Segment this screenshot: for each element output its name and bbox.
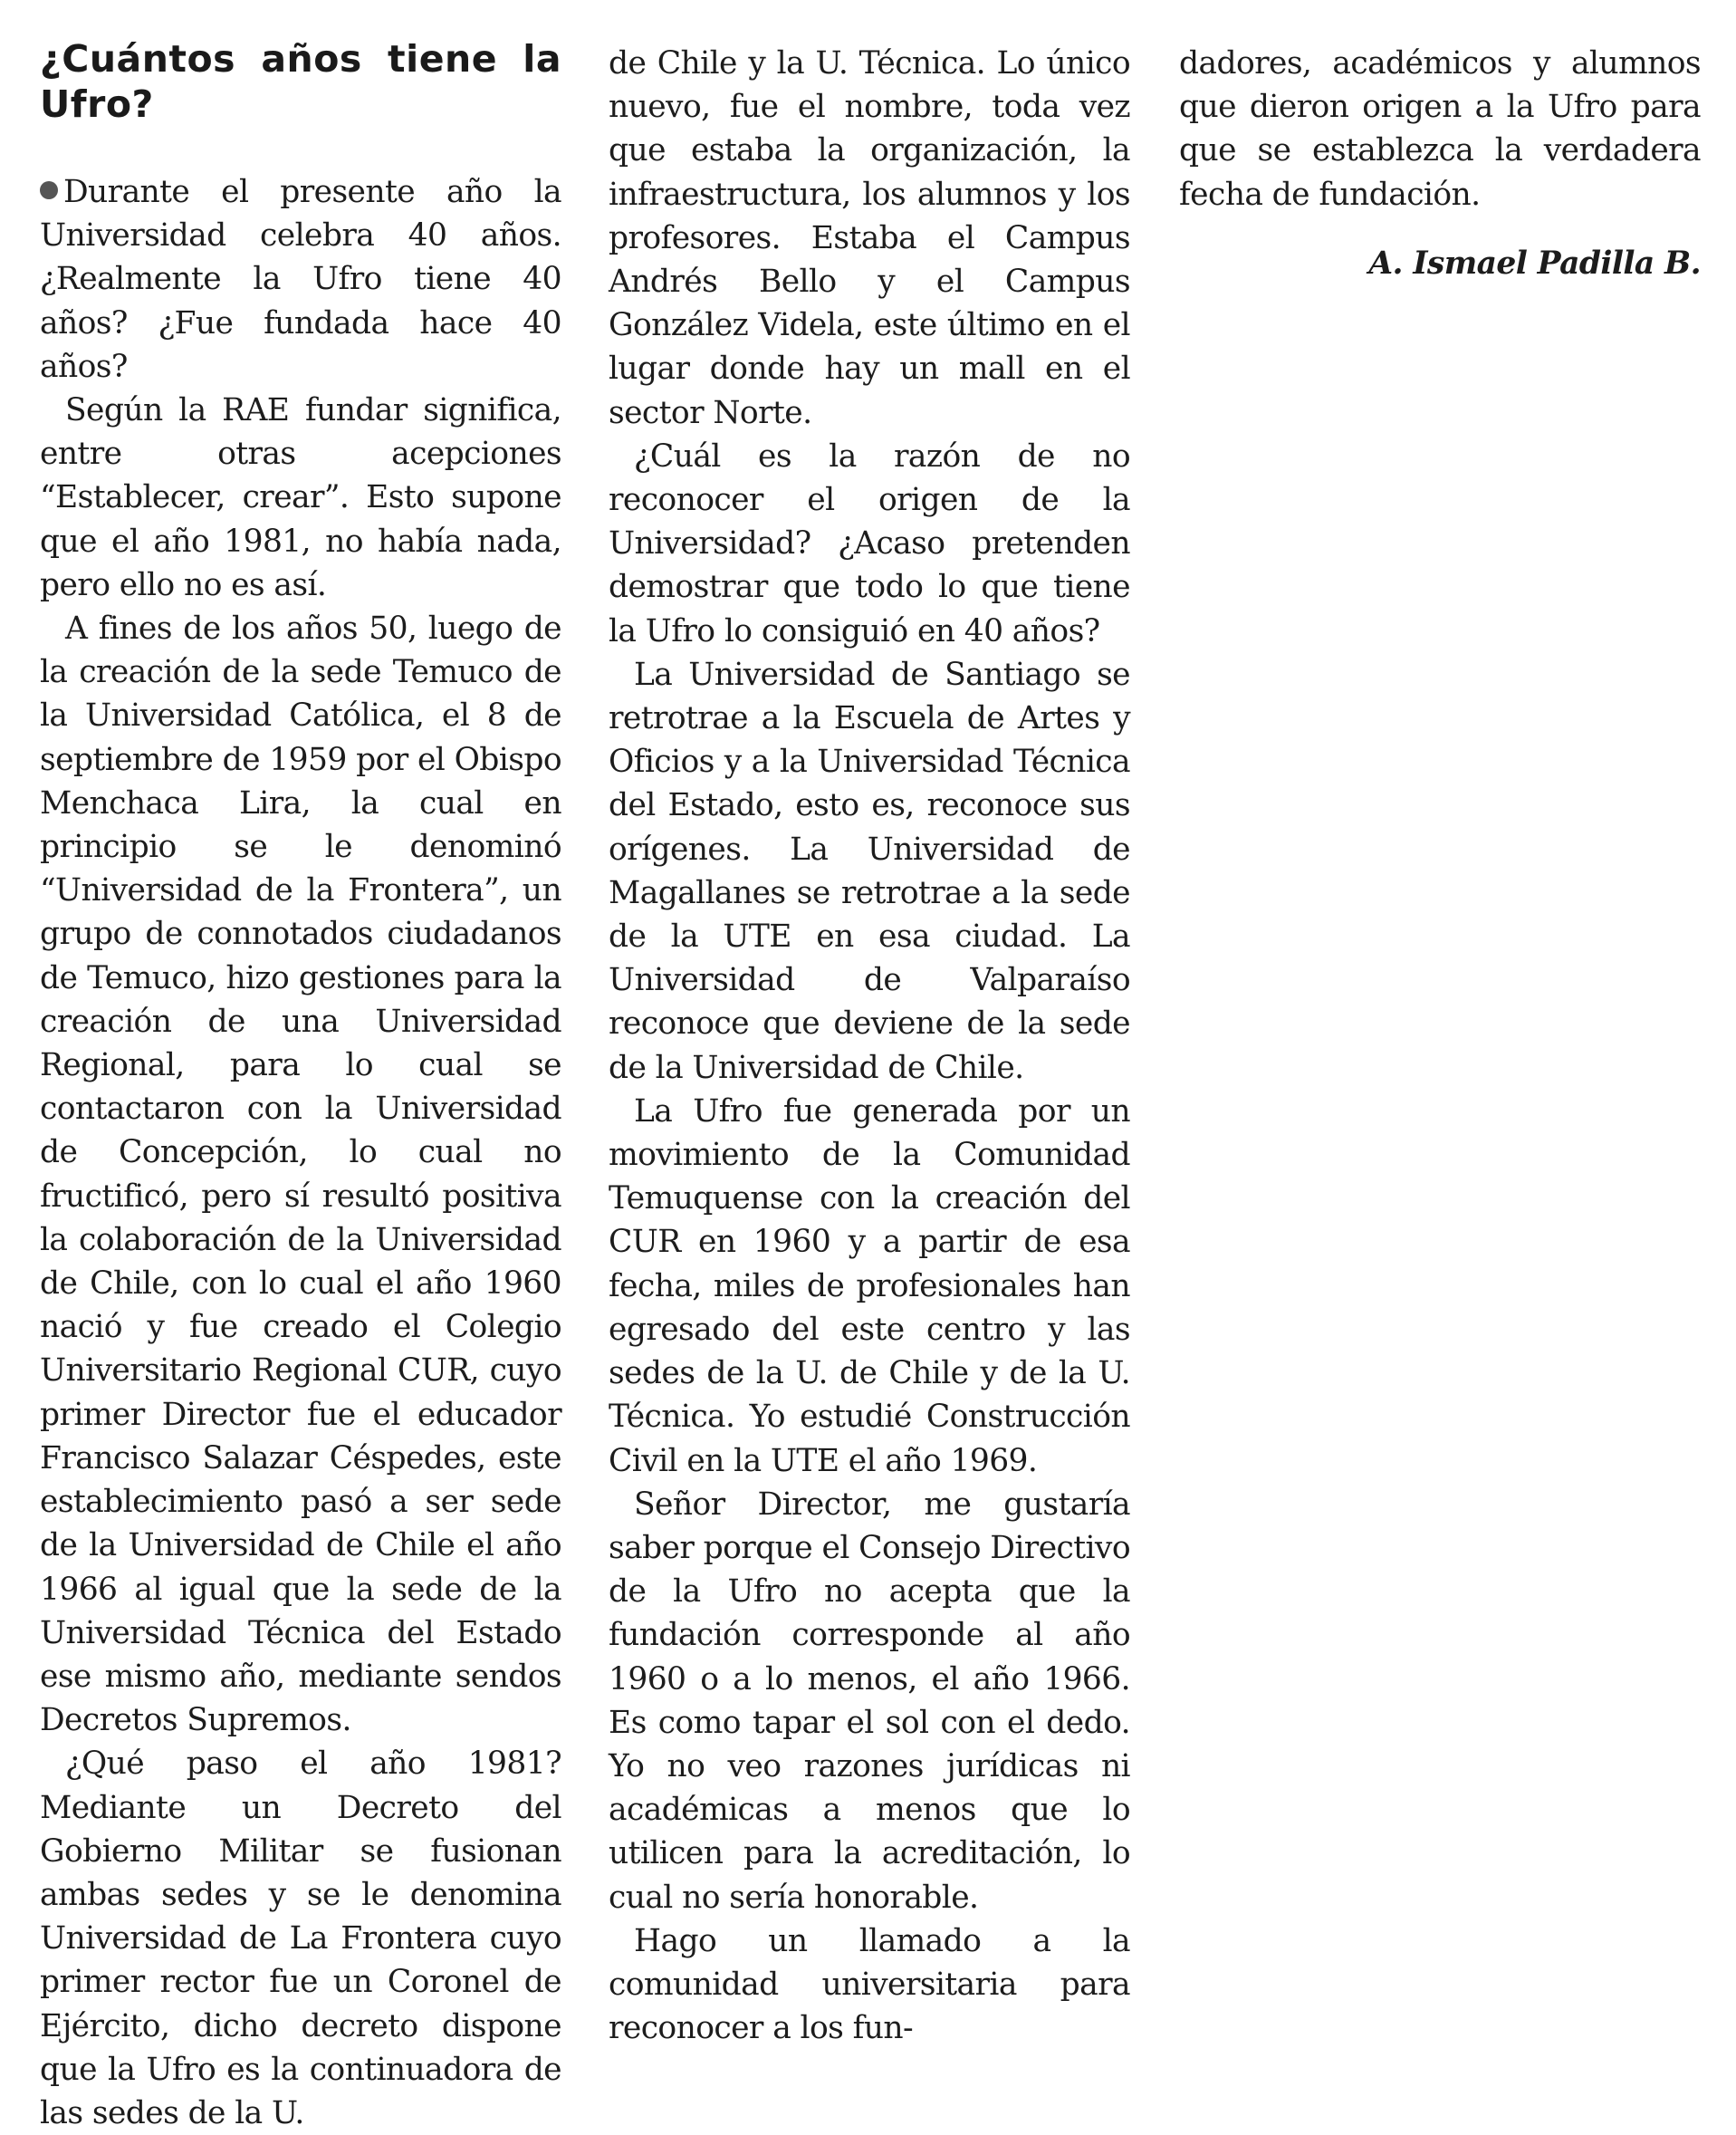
column-2 — [609, 42, 1130, 2050]
paragraph-3: A fines de los años 50, luego de la creación de la sede Temuco de la Universidad Católica, el 8 de septiembre de 1959 por el Obispo Menchaca Lira, la cual en principio se le denominó “Universidad de la Frontera”, un grupo de connotados ciudadanos de Temuco, hizo gestiones para la creación de una Universidad Regional, para lo cual se contactaron con la Universidad de Concepción, lo cual no fructificó, pero sí resultó positiva la colaboración de la Universidad de Chile, con lo cual el año 1960 nació y fue creado el Colegio Universitario Regional CUR, cuyo primer Director fue el educador Francisco Salazar Céspedes, este establecimiento pasó a ser sede de la Universidad de Chile el año 1966 al igual que la sede de la Universidad Técnica del Estado ese mismo año, mediante sendos Decretos Supremos. — [40, 611, 561, 1739]
bullet-icon — [40, 181, 58, 199]
paragraph-10: Hago un llamado a la comunidad universitaria para reconocer a los fun- — [609, 1922, 1130, 2047]
paragraph-8: La Ufro fue generada por un movimiento de la Comunidad Temuquense con la creación del CUR en 1960 y a partir de esa fecha, miles de profesionales han egresado del este centro y las sedes de la U. de Chile y de la U. Técnica. Yo estudié Construcción Civil en la UTE el año 1969. — [609, 1092, 1130, 1479]
column-1 — [40, 36, 561, 2135]
headline: ¿Cuántos años tiene la Ufro? — [40, 37, 561, 126]
column-3 — [1179, 42, 1701, 285]
paragraph-4: ¿Qué paso el año 1981? Mediante un Decreto del Gobierno Militar se fusionan ambas sedes y se le denomina Universidad de La Frontera cuyo primer rector fue un Coronel de Ejército, dicho decreto dispone que la Ufro es la continuadora de las sedes de la U. — [40, 1746, 561, 2131]
paragraph-2: Según la RAE fundar significa, entre otras acepciones “Establecer, crear”. Esto supone que el año 1981, no había nada, pero ello no es así. — [40, 392, 561, 603]
paragraph-1-text: Durante el presente año la Universidad celebra 40 años. ¿Realmente la Ufro tiene 40 años? ¿Fue fundada hace 40 años? — [40, 174, 561, 385]
paragraph-11: dadores, académicos y alumnos que dieron origen a la Ufro para que se establezca la verdadera fecha de fundación. — [1179, 45, 1701, 213]
author-signature: A. Ismael Padilla B. — [1368, 245, 1701, 282]
paragraph-1 — [40, 170, 561, 389]
paragraph-9: Señor Director, me gustaría saber porque el Consejo Directivo de la Ufro no acepta que la fundación corresponde al año 1960 o a lo menos, el año 1966. Es como tapar el sol con el dedo. Yo no veo razones jurídicas ni académicas a menos que lo utilicen para la acreditación, lo cual no sería honorable. — [609, 1486, 1130, 1916]
paragraph-7: La Universidad de Santiago se retrotrae a la Escuela de Artes y Oficios y a la Universidad Técnica del Estado, esto es, reconoce sus orígenes. La Universidad de Magallanes se retrotrae a la sede de la UTE en esa ciudad. La Universidad de Valparaíso reconoce que deviene de la sede de la Universidad de Chile. — [609, 656, 1130, 1086]
paragraph-6: ¿Cuál es la razón de no reconocer el origen de la Universidad? ¿Acaso pretenden demostrar que todo lo que tiene la Ufro lo consiguió en 40 años? — [609, 438, 1130, 649]
paragraph-5: de Chile y la U. Técnica. Lo único nuevo, fue el nombre, toda vez que estaba la organización, la infraestructura, los alumnos y los profesores. Estaba el Campus Andrés Bello y el Campus González Videla, este último en el lugar donde hay un mall en el sector Norte. — [609, 45, 1130, 431]
